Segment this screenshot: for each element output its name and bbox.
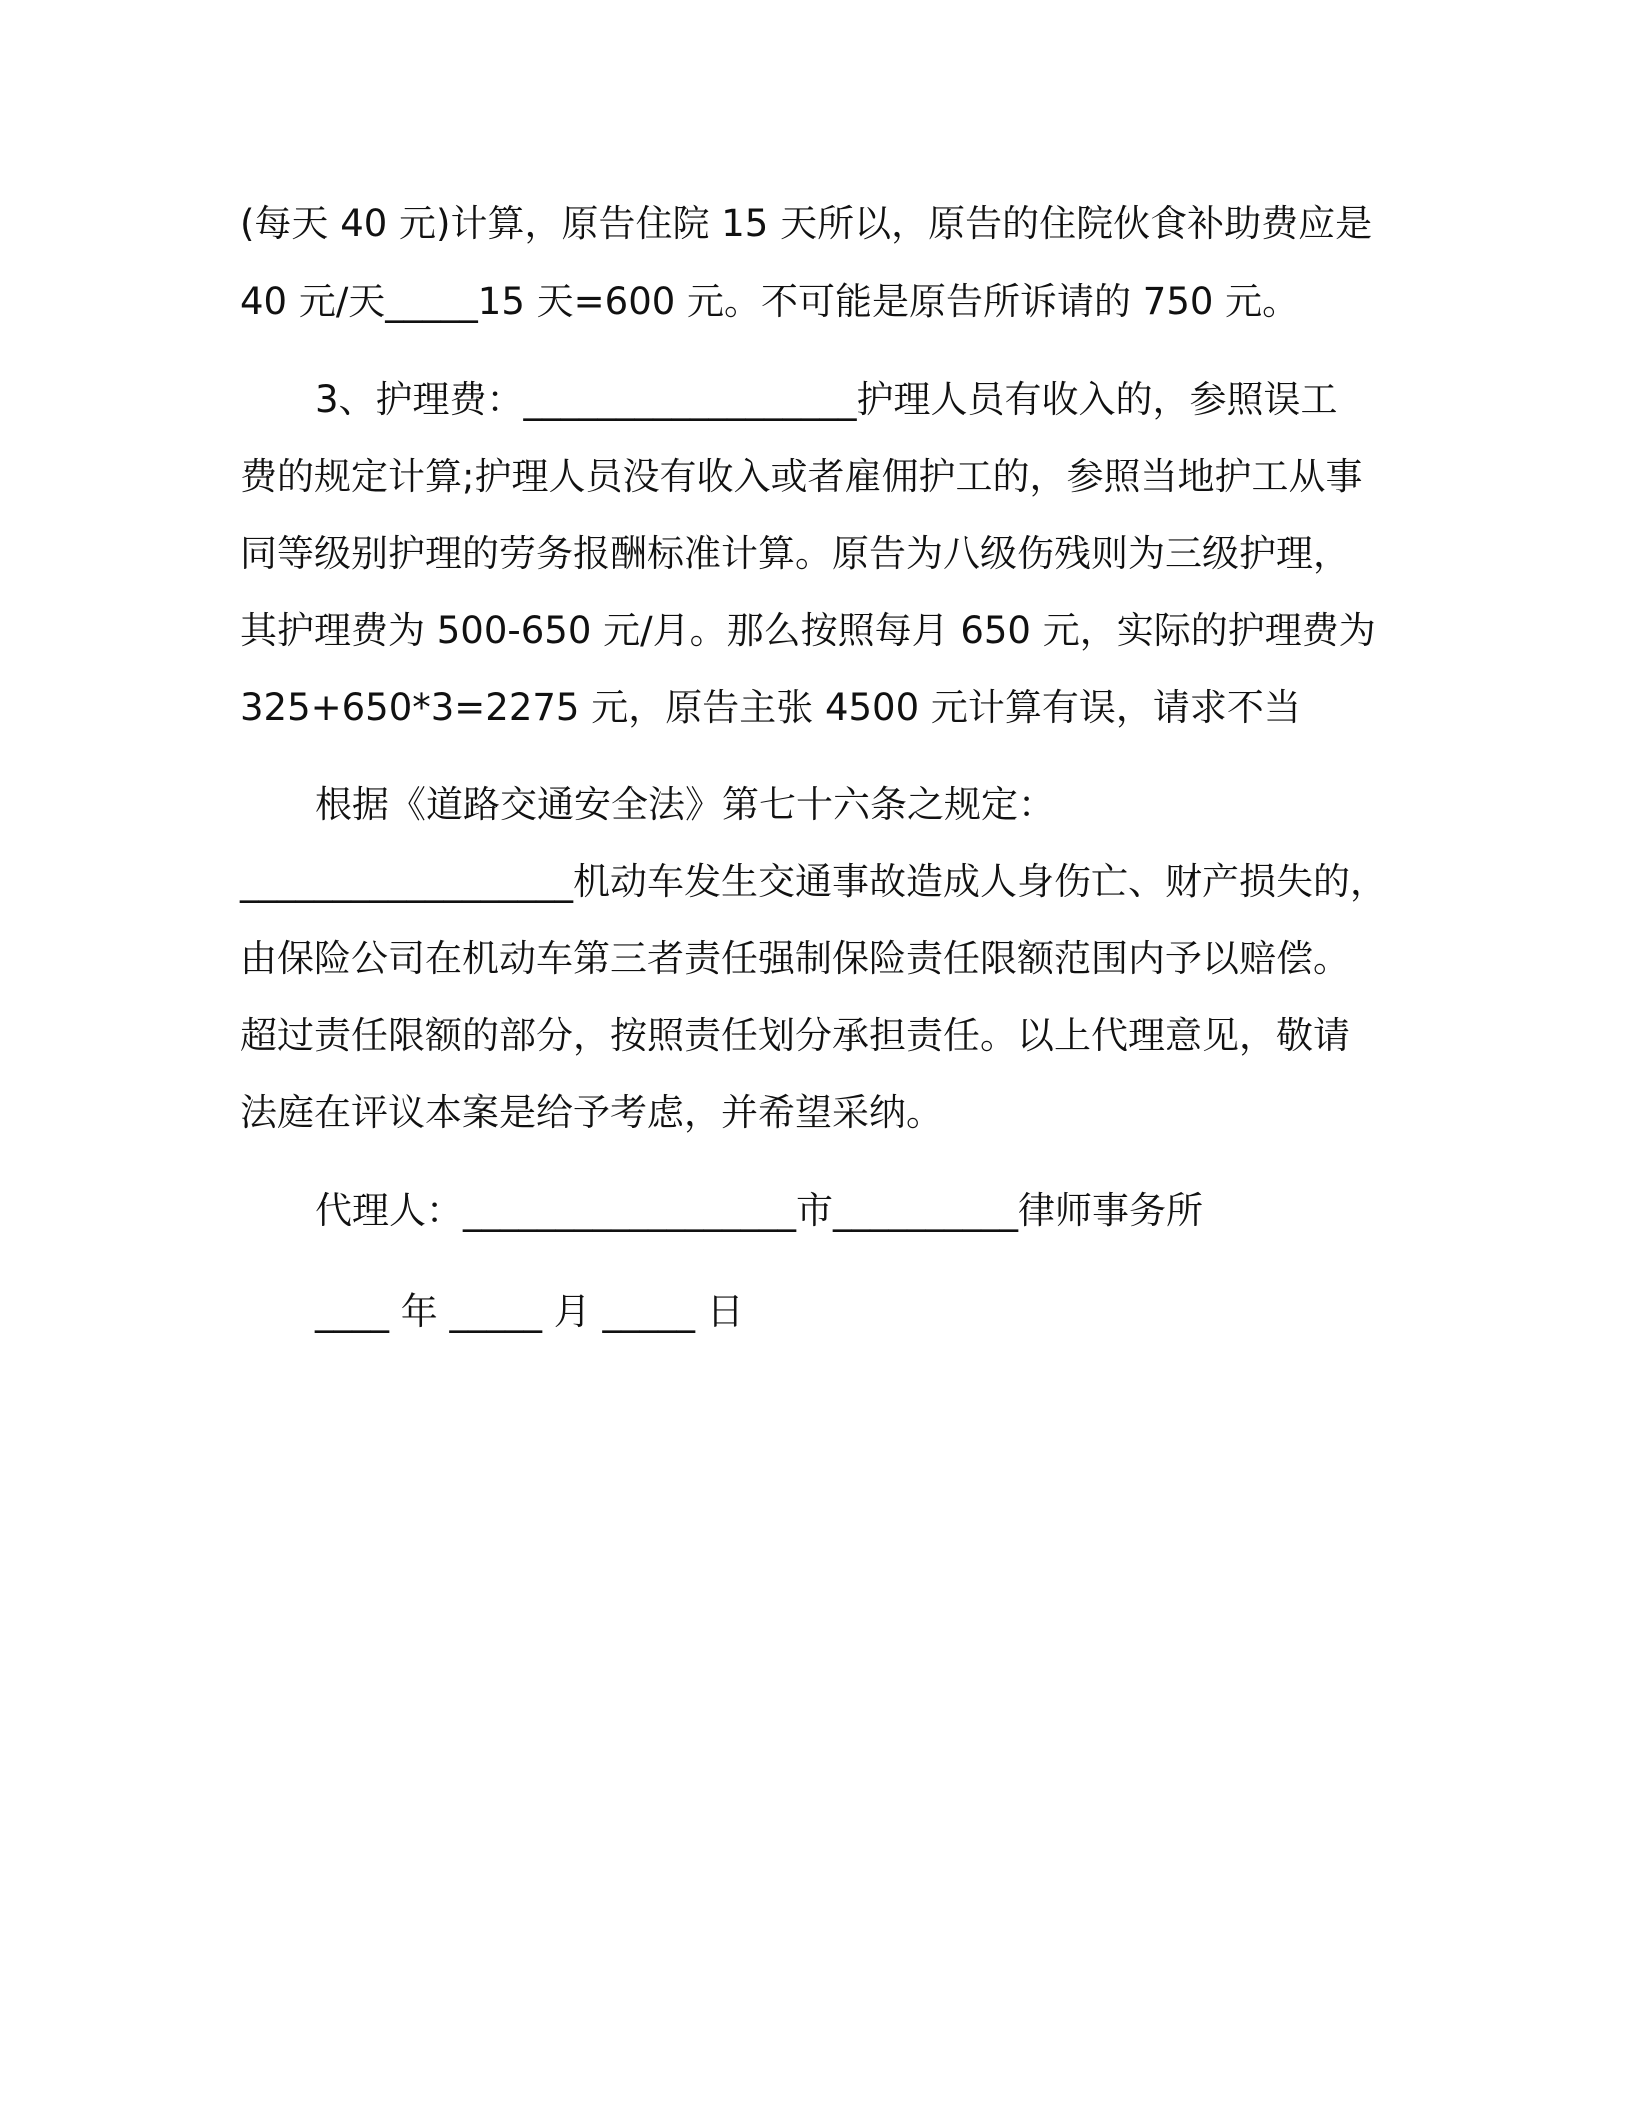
paragraph-2-line-3: 同等级别护理的劳务报酬标准计算。原告为八级伤残则为三级护理， bbox=[240, 532, 1350, 575]
paragraph-3-line-4: 超过责任限额的部分，按照责任划分承担责任。以上代理意见，敬请 bbox=[240, 1014, 1350, 1057]
paragraph-3-line-2: __________________机动车发生交通事故造成人身伤亡、财产损失的， bbox=[240, 860, 1387, 903]
paragraph-2-line-2: 费的规定计算;护理人员没有收入或者雇佣护工的，参照当地护工从事 bbox=[240, 455, 1363, 498]
agent-signature-line: 代理人：__________________市__________律师事务所 bbox=[315, 1189, 1203, 1232]
paragraph-2-line-5: 325+650*3=2275 元，原告主张 4500 元计算有误，请求不当 bbox=[240, 686, 1301, 729]
paragraph-3-line-3: 由保险公司在机动车第三者责任强制保险责任限额范围内予以赔偿。 bbox=[240, 937, 1350, 980]
paragraph-1-line-1: (每天 40 元)计算，原告住院 15 天所以，原告的住院伙食补助费应是 bbox=[240, 202, 1373, 245]
paragraph-2-line-1: 3、护理费：__________________护理人员有收入的，参照误工 bbox=[315, 378, 1338, 421]
paragraph-3-line-1: 根据《道路交通安全法》第七十六条之规定： bbox=[315, 783, 1055, 826]
paragraph-3-line-5: 法庭在评议本案是给予考虑，并希望采纳。 bbox=[240, 1091, 943, 1134]
date-line: ____ 年 _____ 月 _____ 日 bbox=[315, 1290, 744, 1333]
paragraph-2-line-4: 其护理费为 500-650 元/月。那么按照每月 650 元，实际的护理费为 bbox=[240, 609, 1376, 652]
paragraph-1-line-2: 40 元/天_____15 天=600 元。不可能是原告所诉请的 750 元。 bbox=[240, 280, 1300, 323]
